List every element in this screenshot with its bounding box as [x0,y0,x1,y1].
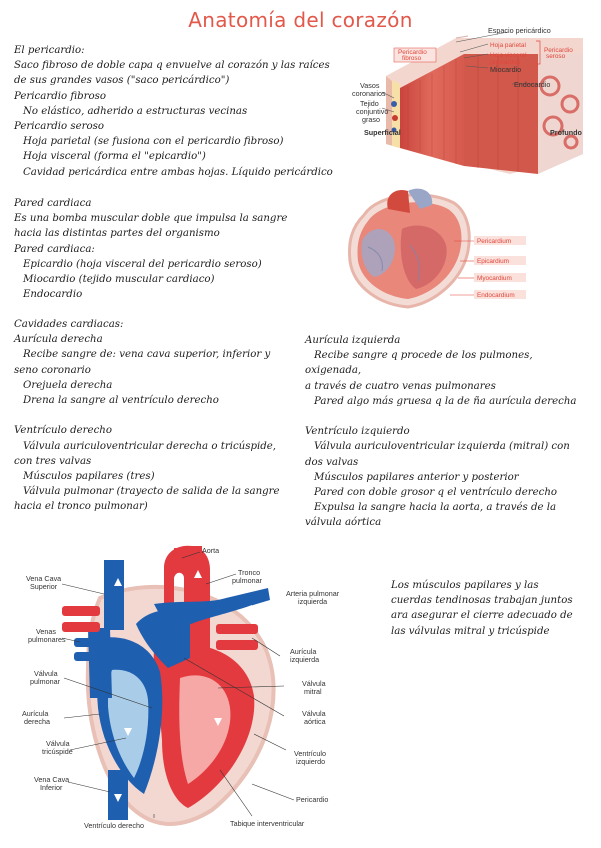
pericardium-label: Pericardium [477,238,512,245]
hoja-visceral-label: Hoja visceral [490,52,527,59]
arteria-label: Arteria pulmonar [286,589,340,598]
svg-text:derecha: derecha [24,717,50,726]
text-line: Endocardio [23,289,83,301]
svg-text:aórtica: aórtica [304,717,326,726]
myocardium-label: Myocardium [477,275,512,282]
text-line: con tres valvas [14,455,92,467]
svg-text:izquierda: izquierda [290,655,320,664]
vpul-label: Válvula [34,669,58,678]
svg-text:pulmonar: pulmonar [232,576,262,585]
vtri-label: Válvula [46,739,70,748]
text-line: Pared cardiaca [14,198,92,209]
text-line: Ventrículo derecho [14,425,112,437]
nota-musculos [391,578,573,639]
svg-text:fibroso: fibroso [402,55,422,62]
endocardio-label: Endocardio [514,80,551,89]
text-line: Miocardio (tejido muscular cardiaco) [23,274,215,286]
text-line: No elástico, adherido a estructuras vecinas [23,105,248,117]
peric-seroso-label: Pericardio [544,47,573,54]
text-line: Válvula auriculoventricular izquierda (mitral) con [314,441,570,453]
vcs-label: Vena Cava [26,574,62,583]
text-line: Ventrículo izquierdo [305,426,410,438]
text-line: hacia las distintas partes del organismo [14,228,220,240]
venas-label: Venas [36,627,56,636]
cavidades-left-notes [14,317,280,515]
miocardio-label: Miocardio [490,65,522,74]
text-line [305,409,576,424]
text-line: Drena la sangre al ventrículo derecho [23,395,219,407]
text-line: ara asegurar el cierre adecuado de [391,610,573,622]
cavidades-right-notes [305,333,576,531]
svg-text:Superior: Superior [30,582,58,591]
text-line: de sus grandes vasos ("saco pericárdico") [14,75,230,87]
svg-text:(epicardio): (epicardio) [490,59,521,66]
superficial-label: Superficial [364,128,401,137]
tabique-label: Tabique interventricular [230,819,305,828]
text-line: válvula aórtica [305,517,382,529]
text-line: Válvula pulmonar (trayecto de salida de la sangre [23,486,280,498]
text-line: Orejuela derecha [23,379,113,391]
tronco-label: Tronco [238,568,261,577]
svg-text:graso: graso [362,115,380,124]
text-line: Recibe sangre de: vena cava superior, inferior y [23,349,271,361]
text-line: Pericardio seroso [14,121,104,133]
svg-text:coronarios: coronarios [352,89,386,98]
tejido-label: Tejido [360,99,379,108]
heart-circulation-figure [4,538,376,838]
svg-text:pulmonar: pulmonar [30,677,60,686]
aorta-label: Aorta [202,546,220,555]
vci-label: Vena Cava [34,775,70,784]
pericardio-notes [14,43,333,180]
text-line: hacia el tronco pulmonar) [14,501,148,513]
text-line [14,408,280,423]
epicardium-label: Epicardium [477,258,509,265]
text-line: Músculos papilares (tres) [23,471,155,483]
text-line: Saco fibroso de doble capa q envuelve al corazón y las raíces [14,60,330,72]
svg-text:conjuntivo: conjuntivo [356,107,389,116]
svg-text:seroso: seroso [546,53,566,60]
vder-label: Ventrículo derecho [84,821,144,830]
text-line: Válvula auriculoventricular derecha o tricúspide, [23,440,277,452]
peric-fibroso-label: Pericardio [398,49,427,56]
text-line: Pared cardiaca: [14,243,95,255]
vmit-label: Válvula [302,679,326,688]
text-line: Cavidades cardiacas: [14,319,124,330]
text-line: cuerdas tendinosas trabajan juntos [391,595,573,607]
svg-text:pulmonares: pulmonares [28,635,66,644]
vasos-label: Vasos [360,81,380,90]
page-title: Anatomía del corazón [188,8,413,32]
text-line: las válvulas mitral y tricúspide [391,625,550,637]
text-line: Recibe sangre q procede de los pulmones, [314,350,533,362]
heart-wall-figure [338,185,528,310]
text-line: Cavidad pericárdica entre ambas hojas. Líquido pericárdico [23,166,333,178]
svg-text:mitral: mitral [304,687,322,696]
text-line: Expulsa la sangre hacia la aorta, a través de la [314,502,557,514]
svg-text:izquierdo: izquierdo [296,757,326,766]
pericardio-label: Pericardio [296,795,329,804]
auri-izq-label: Aurícula [290,647,317,656]
text-line: dos valvas [305,456,359,468]
profundo-label: Profundo [550,128,582,137]
text-line: El pericardio: [14,45,85,56]
text-line: Es una bomba muscular doble que impulsa la sangre [14,213,288,225]
text-line: Aurícula izquierda [305,335,401,346]
text-line: Aurícula derecha [14,334,103,346]
text-line: Pared con doble grosor q el ventrículo derecho [314,487,558,499]
pared-notes [14,196,287,302]
svg-text:tricúspide: tricúspide [42,747,73,756]
text-line: Hoja parietal (se fusiona con el pericardio fibroso) [23,136,284,148]
text-line: oxigenada, [305,365,362,377]
text-line: Músculos papilares anterior y posterior [314,471,519,483]
text-line: seno coronario [14,364,91,376]
svg-text:izquierda: izquierda [298,597,328,606]
text-line: Los músculos papilares y las [391,580,539,591]
text-line: Hoja visceral (forma el "epicardio") [23,151,206,163]
text-line: a través de cuatro venas pulmonares [305,380,496,392]
text-line: Pericardio fibroso [14,90,107,102]
vaor-label: Válvula [302,709,326,718]
auri-der-label: Aurícula [22,709,49,718]
pericardio-layers-figure [338,26,590,184]
endocardium-label: Endocardium [477,292,515,299]
vizq-label: Ventrículo [294,749,326,758]
text-line: Pared algo más gruesa q la de ña aurícula derecha [314,395,577,407]
espacio-label: Espacio pericárdico [488,26,551,35]
hoja-parietal-label: Hoja parietal [490,42,526,49]
text-line: Epicardio (hoja visceral del pericardio seroso) [23,258,262,270]
svg-text:Inferior: Inferior [40,783,63,792]
